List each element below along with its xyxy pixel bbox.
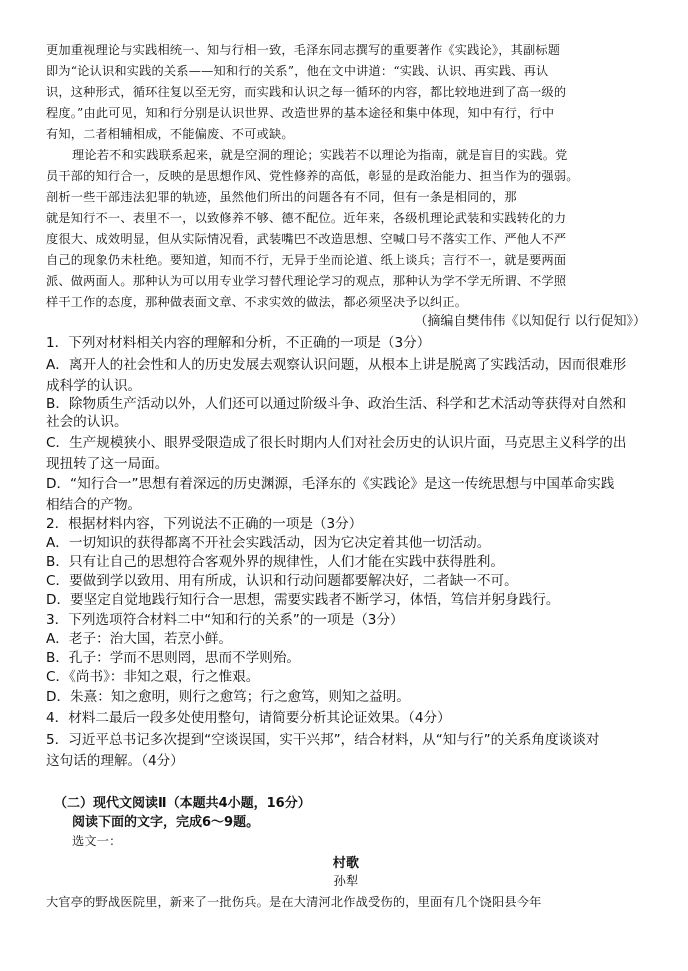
story-first-line: 大官亭的野战医院里，新来了一批伤兵。是在大清河北作战受伤的，里面有几个饶阳县今年	[46, 895, 542, 909]
question-line: A．老子：治大国，若烹小鲜。	[46, 631, 233, 647]
question-line: B．除物质生产活动以外，人们还可以通过阶级斗争、政治生活、科学和艺术活动等获得对自然和	[46, 396, 627, 412]
story-title: 村歌	[332, 856, 360, 871]
question-line: 这句话的理解。（4分）	[46, 753, 184, 769]
question-line: 4．材料二最后一段多处使用整句，请简要分析其论证效果。（4分）	[46, 710, 451, 726]
passage-line: 员干部的知行合一，反映的是思想作风、党性修养的高低，彰显的是政治能力、担当作为的强弱。	[46, 169, 579, 183]
passage-line: 识，这种形式，循环往复以至无穷，而实践和认识之每一循环的内容，都比较地进到了高一级的	[46, 85, 567, 99]
passage-line: 即为“论认识和实践的关系——知和行的关系”，他在文中讲道：“实践、认识、再实践、再认	[46, 64, 549, 78]
passage-line: 自己的现象仍未杜绝。要知道，知而不行，无异于坐而论道、纸上谈兵；言行不一，就是要两面	[46, 253, 567, 267]
question-line: A．离开人的社会性和人的历史发展去观察认识问题，从根本上讲是脱离了实践活动，因而很难形	[46, 357, 627, 373]
question-line: B．只有让自己的思想符合客观外界的规律性，人们才能在实践中获得胜利。	[46, 554, 504, 570]
excerpt-label: 选文一：	[72, 834, 122, 848]
question-line: 相结合的产物。	[46, 497, 142, 513]
passage-line: 度很大、成效明显，但从实际情况看，武装嘴巴不改造思想、空喊口号不落实工作、严他人不严	[46, 232, 567, 246]
passage-line: 更加重视理论与实践相统一、知与行相一致，毛泽东同志撰写的重要著作《实践论》，其副标题	[46, 43, 561, 57]
question-line: D．“知行合一”思想有着深远的历史渊源，毛泽东的《实践论》是这一传统思想与中国革命实践	[46, 476, 615, 492]
passage-line: 样干工作的态度，那种做表面文章、不求实效的做法，都必须坚决予以纠正。	[46, 295, 468, 309]
passage-line: 理论若不和实践联系起来，就是空洞的理论；实践若不以理论为指南，就是盲目的实践。党	[72, 148, 568, 162]
passage-line: 派、做两面人。那种认为可以用专业学习替代理论学习的观点，那种认为学不学无所谓、不学照	[46, 274, 567, 288]
passage-line: 有知，二者相辅相成，不能偏废、不可或缺。	[46, 127, 294, 141]
passage-line: 剖析一些干部违法犯罪的轨迹，虽然他们所出的问题各有不同，但有一条是相同的，那	[46, 190, 517, 204]
question-line: 3．下列选项符合材料二中“知和行的关系”的一项是（3分）	[46, 612, 404, 628]
passage-source: （摘编自樊伟伟《以知促行 以行促知》）	[414, 314, 646, 329]
question-line: C．生产规模狭小、眼界受限造成了很长时期内人们对社会历史的认识片面，马克思主义科学的出	[46, 435, 627, 451]
question-line: D．要坚定自觉地践行知行合一思想，需要实践者不断学习，体悟，笃信并躬身践行。	[46, 592, 560, 608]
passage-line: 程度。”由此可见，知和行分别是认识世界、改造世界的基本途径和集中体现，知中有行，行中	[46, 106, 555, 120]
question-line: 社会的认识。	[46, 414, 128, 430]
passage-line: 就是知行不一、表里不一，以致修养不够、德不配位。近年来，各级机理论武装和实践转化的力	[46, 211, 567, 225]
question-line: 成科学的认识。	[46, 378, 142, 394]
section-heading: （二）现代文阅读Ⅱ（本题共4小题，16分）	[54, 796, 311, 811]
question-line: D．朱熹：知之愈明，则行之愈笃；行之愈笃，则知之益明。	[46, 689, 410, 705]
question-line: 2．根据材料内容，下列说法不正确的一项是（3分）	[46, 516, 363, 532]
story-author: 孙犁	[333, 874, 359, 888]
question-line: 1．下列对材料相关内容的理解和分析，不正确的一项是（3分）	[46, 335, 431, 351]
question-line: 5．习近平总书记多次提到“空谈误国，实干兴邦”，结合材料，从“知与行”的关系角度谈谈对	[46, 732, 600, 748]
question-line: C．要做到学以致用、用有所成，认识和行动问题都要解决好，二者缺一不可。	[46, 573, 518, 589]
question-line: B．孔子：学而不思则罔，思而不学则殆。	[46, 650, 301, 666]
question-line: 现扭转了这一局面。	[46, 456, 169, 472]
question-line: A．一切知识的获得都离不开社会实践活动，因为它决定着其他一切活动。	[46, 535, 491, 551]
section-instruction: 阅读下面的文字，完成6～9题。	[72, 815, 260, 830]
question-line: C．《尚书》：非知之艰，行之惟艰。	[46, 669, 260, 685]
